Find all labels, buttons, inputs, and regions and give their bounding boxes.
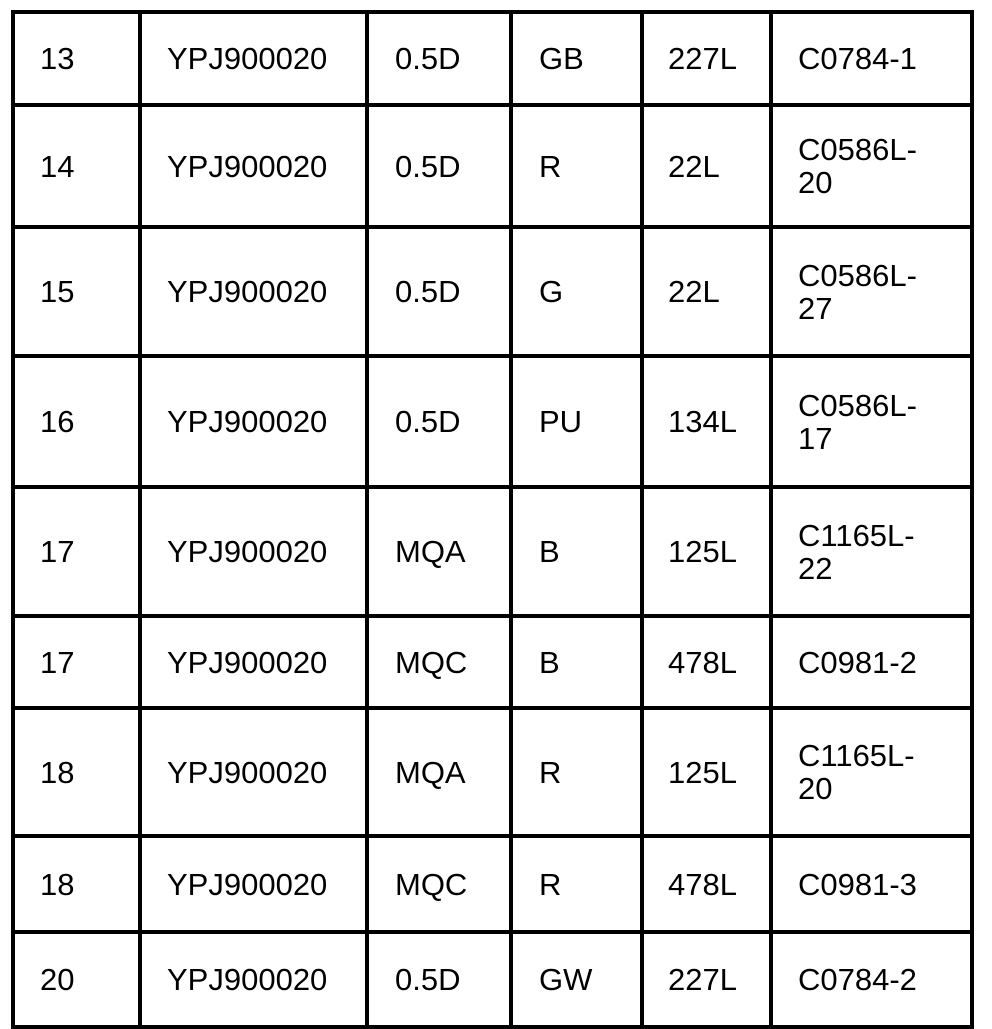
cell-text: 478L bbox=[668, 866, 737, 902]
table-cell bbox=[140, 836, 367, 932]
cell-text: 15 bbox=[40, 274, 75, 309]
table-cell bbox=[511, 932, 642, 1027]
table-cell bbox=[642, 708, 771, 836]
cell-text: R bbox=[539, 754, 562, 790]
table-body bbox=[13, 12, 972, 1027]
table-cell bbox=[642, 12, 771, 105]
cell-text: 16 bbox=[40, 404, 75, 439]
table-cell bbox=[140, 932, 367, 1027]
cell-text: C0784-2 bbox=[798, 962, 917, 997]
table-row bbox=[13, 487, 972, 616]
cell-text: GB bbox=[539, 41, 584, 76]
cell-text: PU bbox=[539, 404, 583, 439]
table-cell bbox=[140, 708, 367, 836]
table-row bbox=[13, 356, 972, 487]
cell-text: 17 bbox=[40, 644, 75, 680]
table-cell bbox=[771, 932, 972, 1027]
table-cell bbox=[771, 708, 972, 836]
cell-text: B bbox=[539, 534, 560, 569]
cell-text: 22L bbox=[668, 274, 720, 309]
table-row bbox=[13, 105, 972, 227]
cell-text: 227L bbox=[668, 41, 737, 76]
cell-text: C1165L- 22 bbox=[798, 517, 915, 586]
cell-text: C1165L- 20 bbox=[798, 738, 915, 806]
table-row bbox=[13, 616, 972, 708]
cell-text: YPJ900020 bbox=[167, 644, 328, 680]
table-row bbox=[13, 708, 972, 836]
cell-text: 14 bbox=[40, 148, 75, 184]
table-cell bbox=[13, 708, 140, 836]
cell-text: 125L bbox=[668, 754, 737, 790]
table-cell bbox=[367, 356, 511, 487]
data-table bbox=[11, 10, 974, 1029]
cell-text: 227L bbox=[668, 962, 737, 997]
table-cell bbox=[771, 12, 972, 105]
cell-text: MQA bbox=[395, 754, 466, 790]
table-cell bbox=[140, 105, 367, 227]
cell-text: YPJ900020 bbox=[167, 404, 328, 439]
table-cell bbox=[771, 356, 972, 487]
table-cell bbox=[771, 227, 972, 356]
table-cell bbox=[771, 836, 972, 932]
cell-text: C0586L- 20 bbox=[798, 132, 917, 200]
cell-text: YPJ900020 bbox=[167, 274, 328, 309]
table-cell bbox=[140, 12, 367, 105]
cell-text: YPJ900020 bbox=[167, 962, 328, 997]
table-cell bbox=[13, 487, 140, 616]
cell-text: 0.5D bbox=[395, 962, 461, 997]
table-cell bbox=[511, 105, 642, 227]
cell-text: 18 bbox=[40, 866, 75, 902]
table-cell bbox=[642, 836, 771, 932]
table-cell bbox=[140, 487, 367, 616]
table-cell bbox=[13, 836, 140, 932]
cell-text: C0586L- 17 bbox=[798, 387, 917, 456]
table-cell bbox=[642, 356, 771, 487]
cell-text: C0981-2 bbox=[798, 644, 917, 680]
table-cell bbox=[13, 12, 140, 105]
table-cell bbox=[642, 487, 771, 616]
table-cell bbox=[13, 932, 140, 1027]
table-cell bbox=[367, 932, 511, 1027]
cell-text: 0.5D bbox=[395, 148, 461, 184]
table-cell bbox=[367, 487, 511, 616]
table-cell bbox=[771, 105, 972, 227]
table-row bbox=[13, 12, 972, 105]
table-cell bbox=[367, 836, 511, 932]
table-cell bbox=[367, 616, 511, 708]
cell-text: 134L bbox=[668, 404, 737, 439]
cell-text: R bbox=[539, 866, 562, 902]
cell-text: MQC bbox=[395, 866, 468, 902]
cell-text: C0784-1 bbox=[798, 41, 917, 76]
table-cell bbox=[642, 932, 771, 1027]
cell-text: B bbox=[539, 644, 560, 680]
cell-text: GW bbox=[539, 962, 593, 997]
table-cell bbox=[511, 12, 642, 105]
cell-text: MQC bbox=[395, 644, 468, 680]
cell-text: 0.5D bbox=[395, 404, 461, 439]
table-cell bbox=[13, 227, 140, 356]
table-cell bbox=[771, 616, 972, 708]
table-cell bbox=[367, 105, 511, 227]
cell-text: MQA bbox=[395, 534, 466, 569]
cell-text: 22L bbox=[668, 148, 720, 184]
cell-text: 0.5D bbox=[395, 41, 461, 76]
table-cell bbox=[511, 227, 642, 356]
table-cell bbox=[140, 616, 367, 708]
table-cell bbox=[140, 227, 367, 356]
table-cell bbox=[511, 708, 642, 836]
table-cell bbox=[13, 616, 140, 708]
table-cell bbox=[511, 836, 642, 932]
cell-text: YPJ900020 bbox=[167, 866, 328, 902]
cell-text: 17 bbox=[40, 534, 75, 569]
table-cell bbox=[367, 708, 511, 836]
table-cell bbox=[511, 356, 642, 487]
cell-text: C0981-3 bbox=[798, 866, 917, 902]
cell-text: YPJ900020 bbox=[167, 534, 328, 569]
cell-text: 20 bbox=[40, 962, 75, 997]
cell-text: 13 bbox=[40, 41, 75, 76]
cell-text: YPJ900020 bbox=[167, 754, 328, 790]
table-cell bbox=[511, 487, 642, 616]
table-cell bbox=[13, 356, 140, 487]
table-row bbox=[13, 836, 972, 932]
table-row bbox=[13, 932, 972, 1027]
table-cell bbox=[771, 487, 972, 616]
cell-text: 18 bbox=[40, 754, 75, 790]
cell-text: 0.5D bbox=[395, 274, 461, 309]
table-row bbox=[13, 227, 972, 356]
table-cell bbox=[140, 356, 367, 487]
cell-text: C0586L- 27 bbox=[798, 257, 917, 326]
table-cell bbox=[13, 105, 140, 227]
table-cell bbox=[367, 227, 511, 356]
table-cell bbox=[511, 616, 642, 708]
cell-text: R bbox=[539, 148, 562, 184]
table-cell bbox=[367, 12, 511, 105]
cell-text: YPJ900020 bbox=[167, 148, 328, 184]
table-cell bbox=[642, 105, 771, 227]
table-cell bbox=[642, 616, 771, 708]
cell-text: YPJ900020 bbox=[167, 41, 328, 76]
cell-text: 125L bbox=[668, 534, 737, 569]
cell-text: 478L bbox=[668, 644, 737, 680]
cell-text: G bbox=[539, 274, 564, 309]
table-cell bbox=[642, 227, 771, 356]
